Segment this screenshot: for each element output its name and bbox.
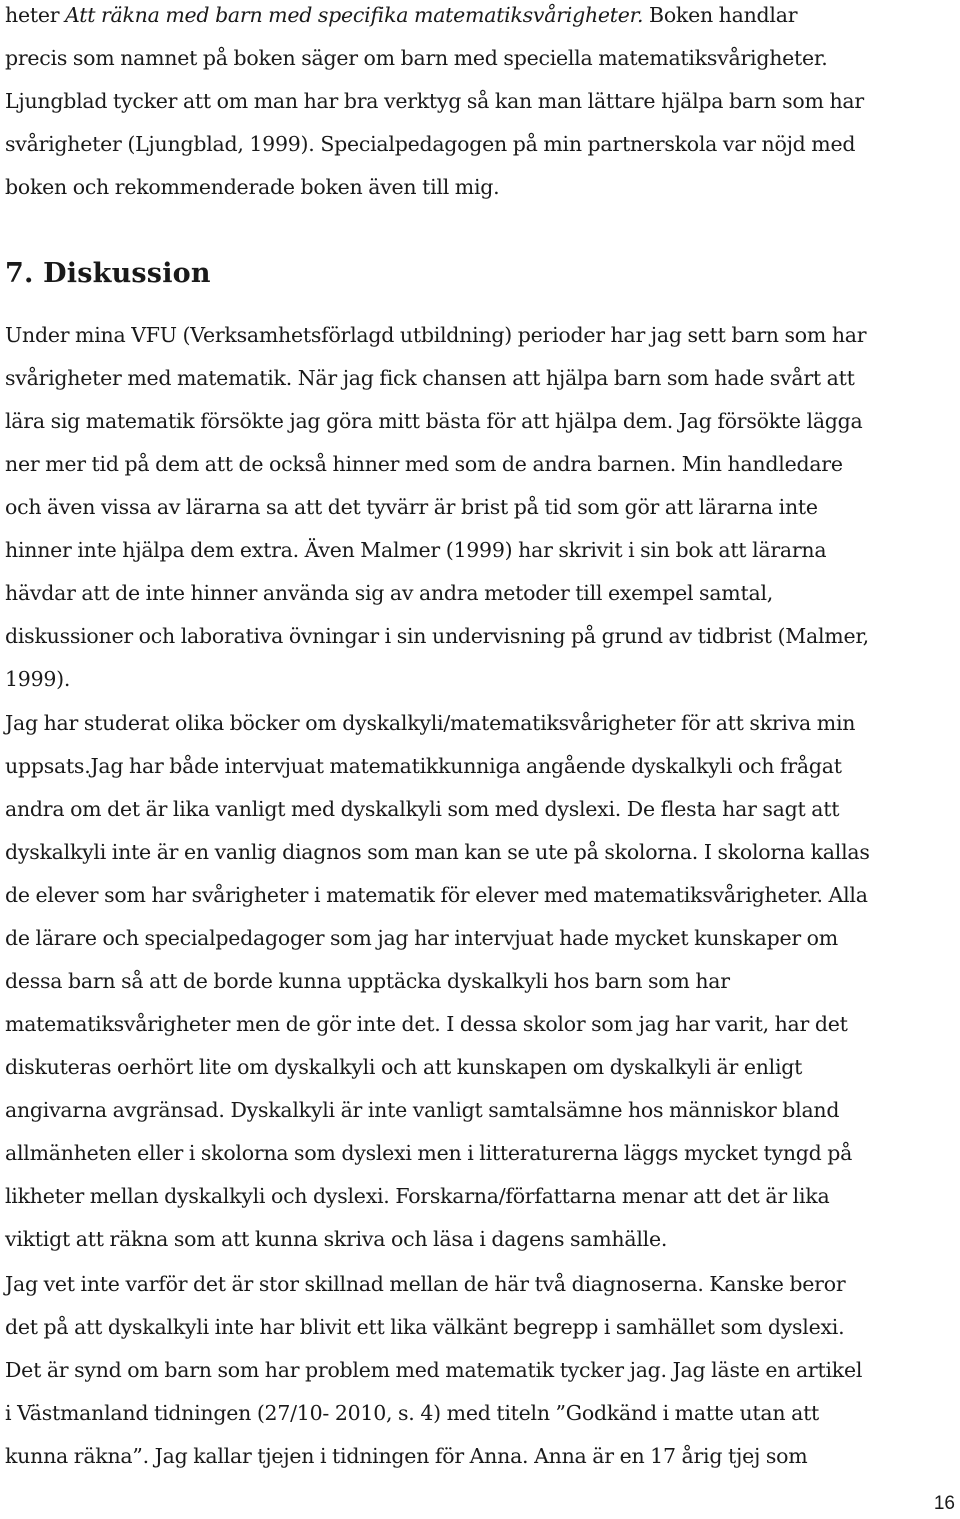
text-fragment: heter [5, 3, 66, 27]
text-line: uppsats.Jag har både intervjuat matematikkunniga angående dyskalkyli och frågat [5, 754, 842, 778]
text-line: diskuteras oerhört lite om dyskalkyli och att kunskapen om dyskalkyli är enligt [5, 1055, 803, 1079]
text-line: kunna räkna”. Jag kallar tjejen i tidningen för Anna. Anna är en 17 årig tjej som [5, 1444, 808, 1468]
text-line: ner mer tid på dem att de också hinner med som de andra barnen. Min handledare [5, 452, 843, 476]
text-line: likheter mellan dyskalkyli och dyslexi. Forskarna/författarna menar att det är lika [5, 1184, 830, 1208]
text-line: hinner inte hjälpa dem extra. Även Malmer (1999) har skrivit i sin bok att lärarna [5, 538, 827, 562]
text-line: allmänheten eller i skolorna som dyslexi men i litteraturerna läggs mycket tyngd på [5, 1141, 853, 1165]
intro-paragraph [5, 0, 957, 209]
text-line: 1999). [5, 667, 71, 691]
text-line: viktigt att räkna som att kunna skriva och läsa i dagens samhälle. [5, 1227, 668, 1251]
text-line: dessa barn så att de borde kunna upptäcka dyskalkyli hos barn som har [5, 969, 730, 993]
text-line [5, 0, 957, 37]
text-line: diskussioner och laborativa övningar i sin undervisning på grund av tidbrist (Malmer, [5, 624, 869, 648]
section-heading: 7. Diskussion [5, 258, 211, 289]
text-fragment: Boken handlar [643, 3, 798, 27]
text-line: matematiksvårigheter men de gör inte det. I dessa skolor som jag har varit, har det [5, 1012, 848, 1036]
text-line: och även vissa av lärarna sa att det tyvärr är brist på tid som gör att lärarna inte [5, 495, 818, 519]
paragraph-1 [5, 314, 957, 701]
text-line: Ljungblad tycker att om man har bra verktyg så kan man lättare hjälpa barn som har [5, 89, 864, 113]
text-line: precis som namnet på boken säger om barn med speciella matematiksvårigheter. [5, 46, 828, 70]
text-line: andra om det är lika vanligt med dyskalkyli som med dyslexi. De flesta har sagt att [5, 797, 840, 821]
text-line: boken och rekommenderade boken även till mig. [5, 175, 500, 199]
text-line: dyskalkyli inte är en vanlig diagnos som man kan se ute på skolorna. I skolorna kallas [5, 840, 870, 864]
text-line: det på att dyskalkyli inte har blivit ett lika välkänt begrepp i samhället som dyslexi. [5, 1315, 845, 1339]
text-line: hävdar att de inte hinner använda sig av andra metoder till exempel samtal, [5, 581, 774, 605]
text-line: de elever som har svårigheter i matematik för elever med matematiksvårigheter. Alla [5, 883, 868, 907]
paragraph-3 [5, 1263, 957, 1478]
text-line: i Västmanland tidningen (27/10- 2010, s. 4) med titeln ”Godkänd i matte utan att [5, 1401, 820, 1425]
text-line: Jag har studerat olika böcker om dyskalkyli/matematiksvårigheter för att skriva min [5, 711, 856, 735]
text-line: Jag vet inte varför det är stor skillnad mellan de här två diagnoserna. Kanske beror [5, 1272, 846, 1296]
book-title: Att räkna med barn med specifika matematiksvårigheter. [65, 3, 644, 27]
text-line: svårigheter med matematik. När jag fick chansen att hjälpa barn som hade svårt att [5, 366, 855, 390]
paragraph-2 [5, 702, 957, 1261]
text-line: Det är synd om barn som har problem med matematik tycker jag. Jag läste en artikel [5, 1358, 863, 1382]
text-line: angivarna avgränsad. Dyskalkyli är inte vanligt samtalsämne hos människor bland [5, 1098, 840, 1122]
text-line: lära sig matematik försökte jag göra mitt bästa för att hjälpa dem. Jag försökte lägga [5, 409, 863, 433]
text-line: Under mina VFU (Verksamhetsförlagd utbildning) perioder har jag sett barn som har [5, 323, 867, 347]
page-number: 16 [933, 1493, 955, 1514]
text-line: de lärare och specialpedagoger som jag har intervjuat hade mycket kunskaper om [5, 926, 838, 950]
text-line: svårigheter (Ljungblad, 1999). Specialpedagogen på min partnerskola var nöjd med [5, 132, 856, 156]
